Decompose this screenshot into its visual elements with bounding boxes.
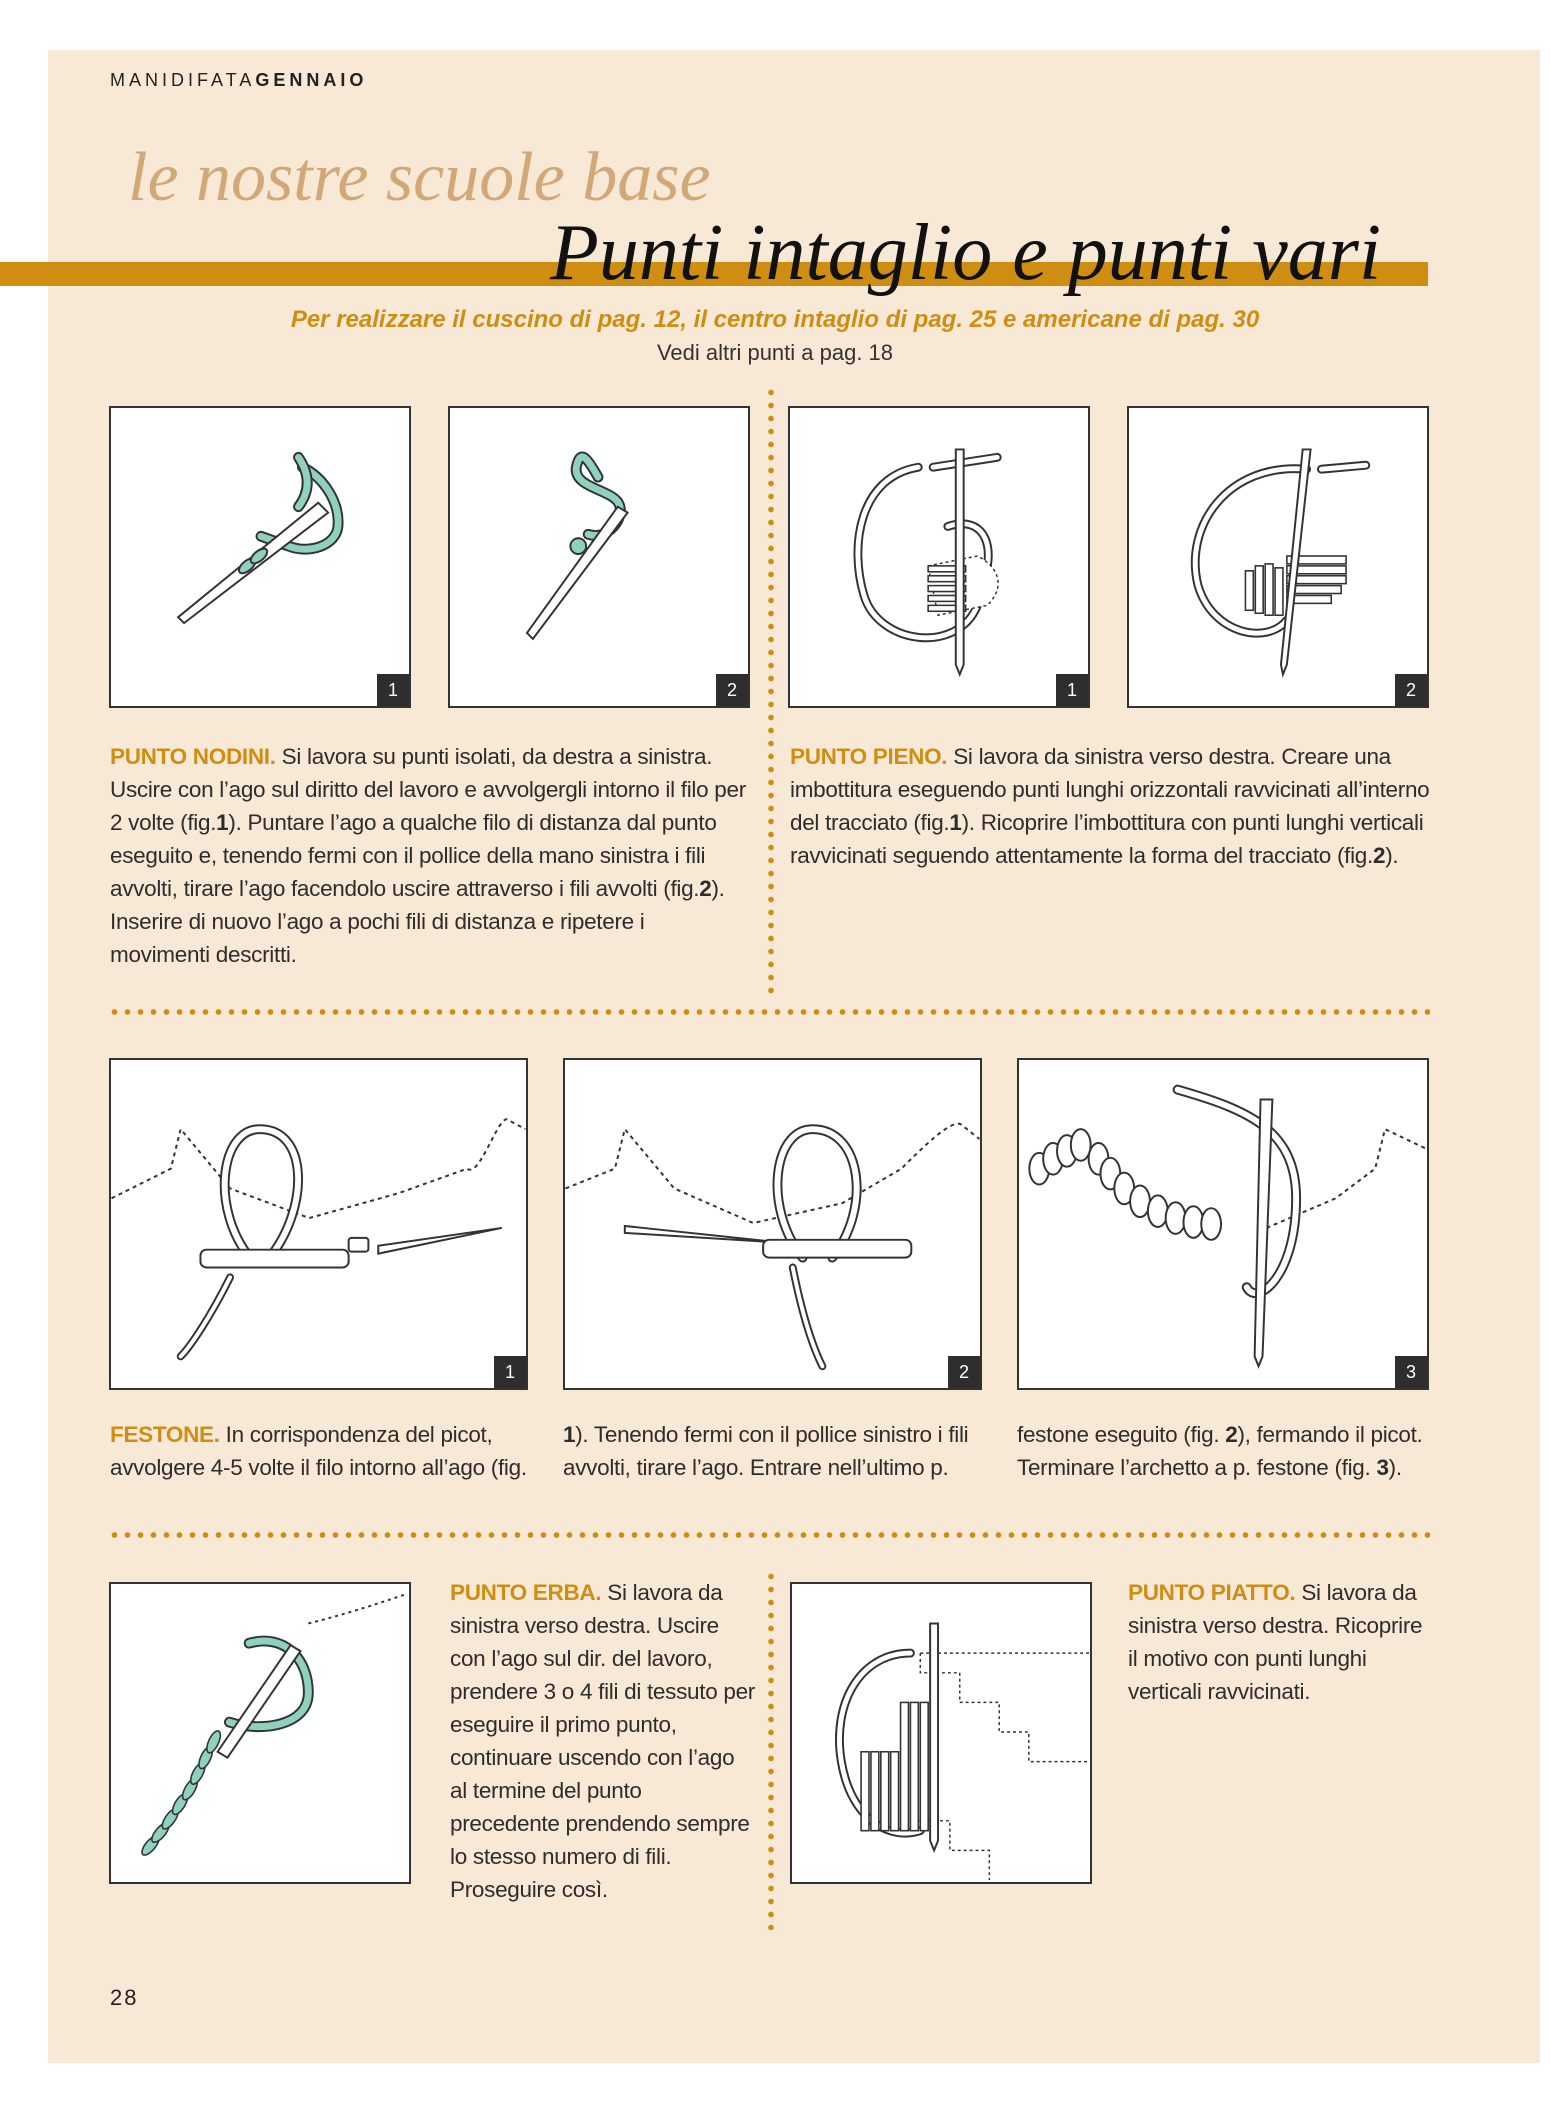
section-body: Si lavora da sinistra verso destra. Uscire con l’ago sul dir. del lavoro, prendere 3 o 4 fili di tessuto per eseguire il primo punto, continuare uscendo con l’ago al termine del punto precedente prendendo sempre lo stesso numero di fili. Proseguire così.: [450, 1580, 755, 1902]
figure-ref: 3: [1376, 1455, 1389, 1480]
page-number: 28: [110, 1985, 139, 2010]
text-punto-erba: [450, 1576, 755, 1906]
figure-ref: 1: [949, 810, 962, 835]
figure-ref: 1: [216, 810, 229, 835]
divider-horizontal: [108, 1009, 1430, 1015]
figure-punto-erba: [109, 1582, 411, 1884]
magazine-header: [110, 70, 367, 91]
figure-ref: 2: [699, 876, 712, 901]
figure-ref: 2: [1372, 843, 1386, 868]
section-heading: PUNTO PIATTO.: [1128, 1580, 1296, 1605]
divider-vertical: [768, 386, 774, 998]
figure-number: 2: [1395, 674, 1427, 706]
divider-horizontal: [108, 1532, 1430, 1538]
divider-vertical: [768, 1570, 774, 1930]
page-title: Punti intaglio e punti vari: [550, 209, 1382, 297]
text-punto-nodini: [110, 740, 750, 971]
magazine-name: MANIDIFATA: [110, 70, 256, 90]
figure-ref: 1: [563, 1422, 576, 1447]
figure-number: 1: [494, 1356, 526, 1388]
section-kicker: le nostre scuole base: [128, 139, 711, 216]
figure-nodini-2: [448, 406, 750, 708]
section-body: ).: [1388, 1455, 1402, 1480]
figure-pieno-1: [788, 406, 1090, 708]
figure-number: 2: [716, 674, 748, 706]
figure-nodini-1: [109, 406, 411, 708]
text-festone-col2: [563, 1418, 983, 1484]
page-subtitle: Per realizzare il cuscino di pag. 12, il centro intaglio di pag. 25 e americane di pag. 30: [290, 306, 1260, 333]
figure-festone-3: [1017, 1058, 1429, 1390]
figure-festone-2: [563, 1058, 982, 1390]
section-body: ). Inserire di nuovo l’ago a pochi fili di distanza e ripetere i movimenti descritti.: [110, 876, 725, 967]
figure-pieno-2: [1127, 406, 1429, 708]
section-body: In corrispondenza del picot, avvolgere 4-5 volte il filo intorno all’ago (fig.: [110, 1422, 527, 1480]
section-body: ).: [1385, 843, 1399, 868]
issue-month: GENNAIO: [255, 70, 368, 90]
figure-number: 2: [948, 1356, 980, 1388]
figure-number: 1: [1056, 674, 1088, 706]
section-heading: PUNTO ERBA.: [450, 1580, 602, 1605]
figure-punto-piatto: [790, 1582, 1092, 1884]
text-punto-piatto: [1128, 1576, 1433, 1708]
section-body: ). Puntare l’ago a qualche filo di distanza dal punto eseguito e, tenendo fermi con il pollice della mano sinistra i fili avvolti, tirare l’ago facendolo uscire attraverso i fili avvolti (fig.: [110, 810, 717, 901]
page-subtitle-ref: Vedi altri punti a pag. 18: [656, 340, 894, 365]
figure-ref: 2: [1225, 1422, 1238, 1447]
text-punto-pieno: [790, 740, 1430, 872]
section-body: Si lavora su punti isolati, da destra a sinistra. Uscire con l’ago sul diritto del lavoro e avvolgergli intorno il filo per 2 volte (fig.: [110, 744, 746, 835]
text-festone-col1: [110, 1418, 530, 1484]
figure-number: 1: [377, 674, 409, 706]
section-heading: PUNTO PIENO.: [790, 744, 948, 769]
section-body: ). Ricoprire l’imbottitura con punti lunghi verticali ravvicinati seguendo attentamente la forma del tracciato (fig.: [790, 810, 1424, 868]
section-heading: PUNTO NODINI.: [110, 744, 276, 769]
section-body: Si lavora da sinistra verso destra. Creare una imbottitura eseguendo punti lunghi orizzontali ravvicinati all’interno del tracciato (fig.: [790, 744, 1430, 835]
figure-festone-1: [109, 1058, 528, 1390]
text-festone-col3: [1017, 1418, 1437, 1484]
section-body: festone eseguito (fig.: [1017, 1422, 1220, 1447]
figure-number: 3: [1395, 1356, 1427, 1388]
section-heading: FESTONE.: [110, 1422, 220, 1447]
section-body: ), fermando il picot. Terminare l’archetto a p. festone (fig.: [1017, 1422, 1423, 1480]
section-body: Si lavora da sinistra verso destra. Ricoprire il motivo con punti lunghi verticali ravvicinati.: [1128, 1580, 1423, 1704]
section-body: ). Tenendo fermi con il pollice sinistro i fili avvolti, tirare l’ago. Entrare nell’ultimo p.: [563, 1422, 969, 1480]
